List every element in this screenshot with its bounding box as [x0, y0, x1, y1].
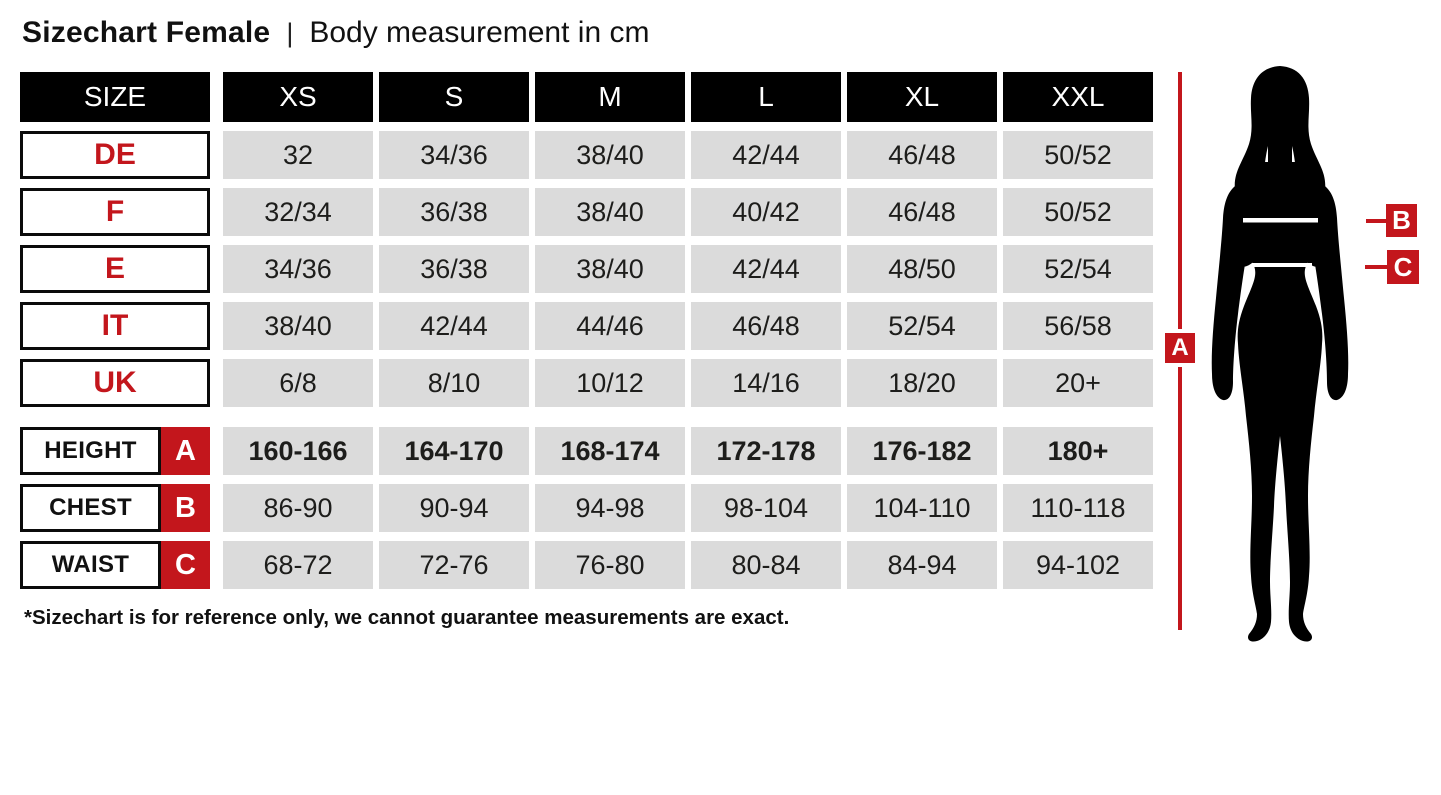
col-header-size: SIZE [20, 72, 210, 122]
size-value-cell: 56/58 [1003, 302, 1153, 350]
measure-value-cell: 76-80 [535, 541, 685, 589]
size-value-cell: 32 [223, 131, 373, 179]
measure-value-cell: 90-94 [379, 484, 529, 532]
female-figure-silhouette [1200, 66, 1360, 646]
measure-value-cell: 180+ [1003, 427, 1153, 475]
measure-value-cell: 104-110 [847, 484, 997, 532]
row-label-it: IT [20, 302, 210, 350]
size-value-cell: 52/54 [847, 302, 997, 350]
row-label-e: E [20, 245, 210, 293]
size-value-cell: 38/40 [535, 245, 685, 293]
size-value-cell: 44/46 [535, 302, 685, 350]
size-value-cell: 46/48 [847, 131, 997, 179]
measure-value-cell: 72-76 [379, 541, 529, 589]
measure-value-cell: 98-104 [691, 484, 841, 532]
title-separator: | [286, 17, 294, 48]
marker-badge-height: A [1165, 333, 1195, 363]
marker-badge-b-table: B [161, 484, 210, 532]
measure-table [20, 427, 1153, 589]
size-value-cell: 18/20 [847, 359, 997, 407]
size-value-cell: 38/40 [535, 131, 685, 179]
measure-label-chest [20, 484, 210, 532]
size-value-cell: 38/40 [535, 188, 685, 236]
size-value-cell: 50/52 [1003, 131, 1153, 179]
measure-value-cell: 84-94 [847, 541, 997, 589]
measure-value-cell: 172-178 [691, 427, 841, 475]
col-header-xs: XS [223, 72, 373, 122]
measure-value-cell: 94-98 [535, 484, 685, 532]
measure-value-cell: 86-90 [223, 484, 373, 532]
measure-value-cell: 80-84 [691, 541, 841, 589]
marker-badge-waist: C [1387, 250, 1419, 284]
measure-value-cell: 176-182 [847, 427, 997, 475]
size-value-cell: 10/12 [535, 359, 685, 407]
size-value-cell: 52/54 [1003, 245, 1153, 293]
col-header-xl: XL [847, 72, 997, 122]
title-product: Sizechart Female [22, 16, 271, 49]
size-value-cell: 46/48 [847, 188, 997, 236]
measure-label-box: HEIGHT [20, 427, 161, 475]
size-value-cell: 34/36 [223, 245, 373, 293]
measure-label-waist [20, 541, 210, 589]
measure-value-cell: 110-118 [1003, 484, 1153, 532]
marker-badge-a-table: A [161, 427, 210, 475]
col-header-xxl: XXL [1003, 72, 1153, 122]
size-value-cell: 36/38 [379, 188, 529, 236]
size-value-cell: 42/44 [691, 131, 841, 179]
marker-badge-chest: B [1386, 204, 1417, 237]
measure-value-cell: 68-72 [223, 541, 373, 589]
measure-value-cell: 168-174 [535, 427, 685, 475]
row-label-f: F [20, 188, 210, 236]
chest-line [1243, 218, 1318, 223]
size-value-cell: 46/48 [691, 302, 841, 350]
size-value-cell: 40/42 [691, 188, 841, 236]
size-value-cell: 50/52 [1003, 188, 1153, 236]
size-table [20, 72, 1153, 407]
size-value-cell: 48/50 [847, 245, 997, 293]
measure-value-cell: 94-102 [1003, 541, 1153, 589]
size-value-cell: 36/38 [379, 245, 529, 293]
title-subtitle: Body measurement in cm [309, 16, 650, 49]
measure-label-box: WAIST [20, 541, 161, 589]
size-value-cell: 6/8 [223, 359, 373, 407]
row-label-uk: UK [20, 359, 210, 407]
col-header-m: M [535, 72, 685, 122]
size-value-cell: 32/34 [223, 188, 373, 236]
col-header-l: L [691, 72, 841, 122]
measure-label-height [20, 427, 210, 475]
size-value-cell: 8/10 [379, 359, 529, 407]
waist-line [1252, 263, 1312, 267]
size-value-cell: 42/44 [379, 302, 529, 350]
size-value-cell: 20+ [1003, 359, 1153, 407]
chest-connector-line [1366, 219, 1387, 223]
measure-value-cell: 164-170 [379, 427, 529, 475]
row-label-de: DE [20, 131, 210, 179]
size-value-cell: 34/36 [379, 131, 529, 179]
footnote: *Sizechart is for reference only, we cannot guarantee measurements are exact. [24, 606, 790, 629]
marker-badge-c-table: C [161, 541, 210, 589]
measure-label-box: CHEST [20, 484, 161, 532]
size-value-cell: 42/44 [691, 245, 841, 293]
page-title [22, 16, 649, 50]
measure-value-cell: 160-166 [223, 427, 373, 475]
col-header-s: S [379, 72, 529, 122]
size-value-cell: 38/40 [223, 302, 373, 350]
size-value-cell: 14/16 [691, 359, 841, 407]
waist-connector-line [1365, 265, 1387, 269]
